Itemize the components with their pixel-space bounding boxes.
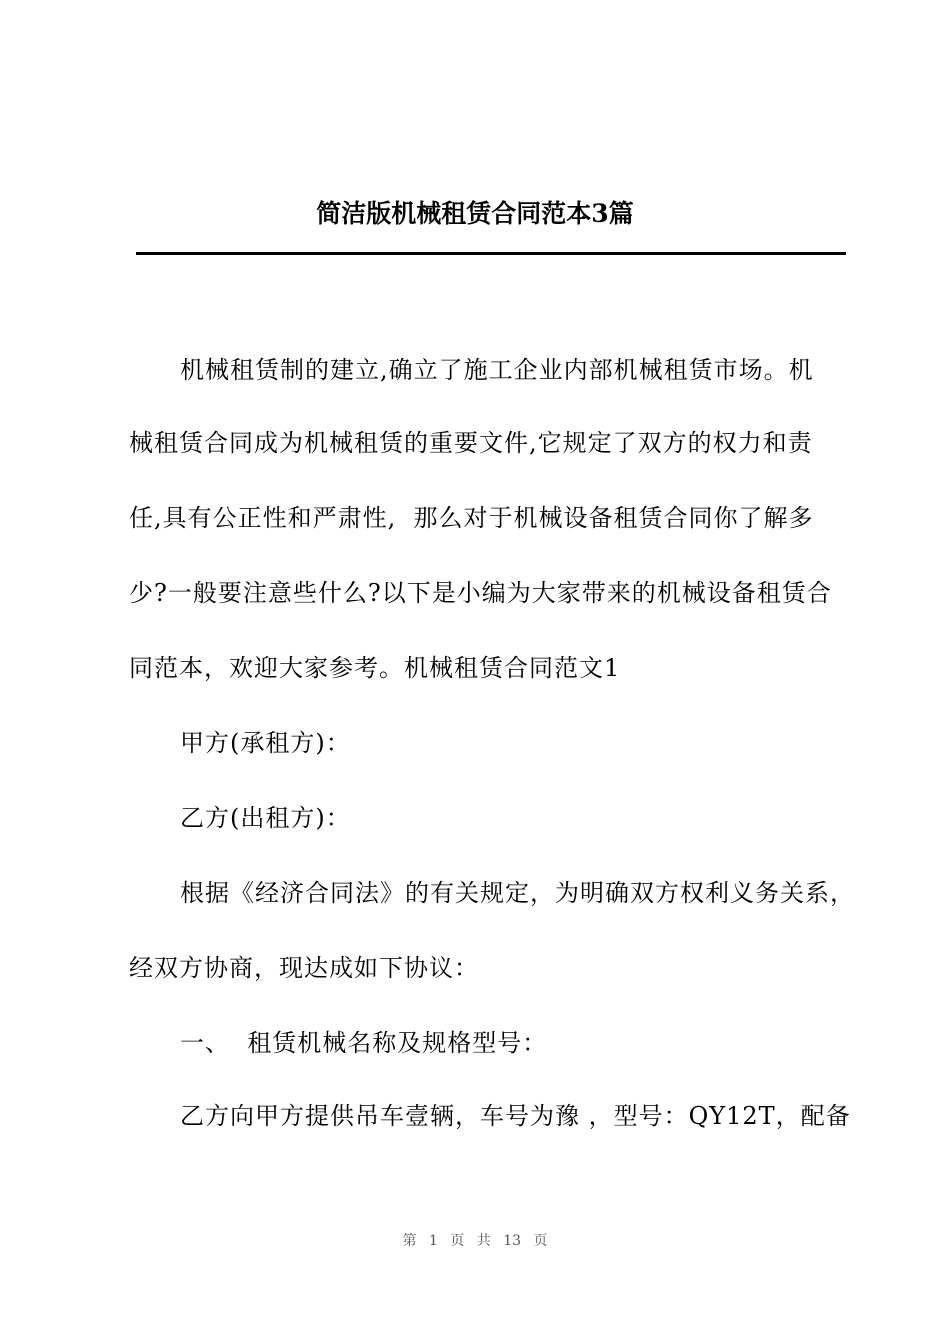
paragraph-line: 任,具有公正性和严肃性, 那么对于机械设备租赁合同你了解多: [129, 504, 814, 532]
paragraph-line: 同范本，欢迎大家参考。机械租赁合同范文1: [129, 654, 621, 682]
paragraph-line: 乙方向甲方提供吊车壹辆，车号为豫 ，型号：QY12T，配备: [180, 1102, 851, 1130]
party-a-line: 甲方(承租方)：: [180, 729, 351, 757]
paragraph-line: 经双方协商，现达成如下协议：: [129, 954, 479, 982]
paragraph-line: 根据《经济合同法》的有关规定，为明确双方权利义务关系，: [180, 879, 855, 907]
paragraph-line: 械租赁合同成为机械租赁的重要文件,它规定了双方的权力和责: [129, 429, 813, 457]
page-number: 第 1 页 共 13 页: [402, 1233, 548, 1249]
paragraph-line: 少?一般要注意些什么?以下是小编为大家带来的机械设备租赁合: [129, 579, 832, 607]
party-b-line: 乙方(出租方)：: [180, 804, 351, 832]
document-title: 简洁版机械租赁合同范本3篇: [316, 199, 634, 228]
title-divider: [136, 252, 846, 255]
section-heading: 一、 租赁机械名称及规格型号：: [180, 1029, 548, 1057]
paragraph-line: 机械租赁制的建立,确立了施工企业内部机械租赁市场。机: [180, 356, 814, 384]
